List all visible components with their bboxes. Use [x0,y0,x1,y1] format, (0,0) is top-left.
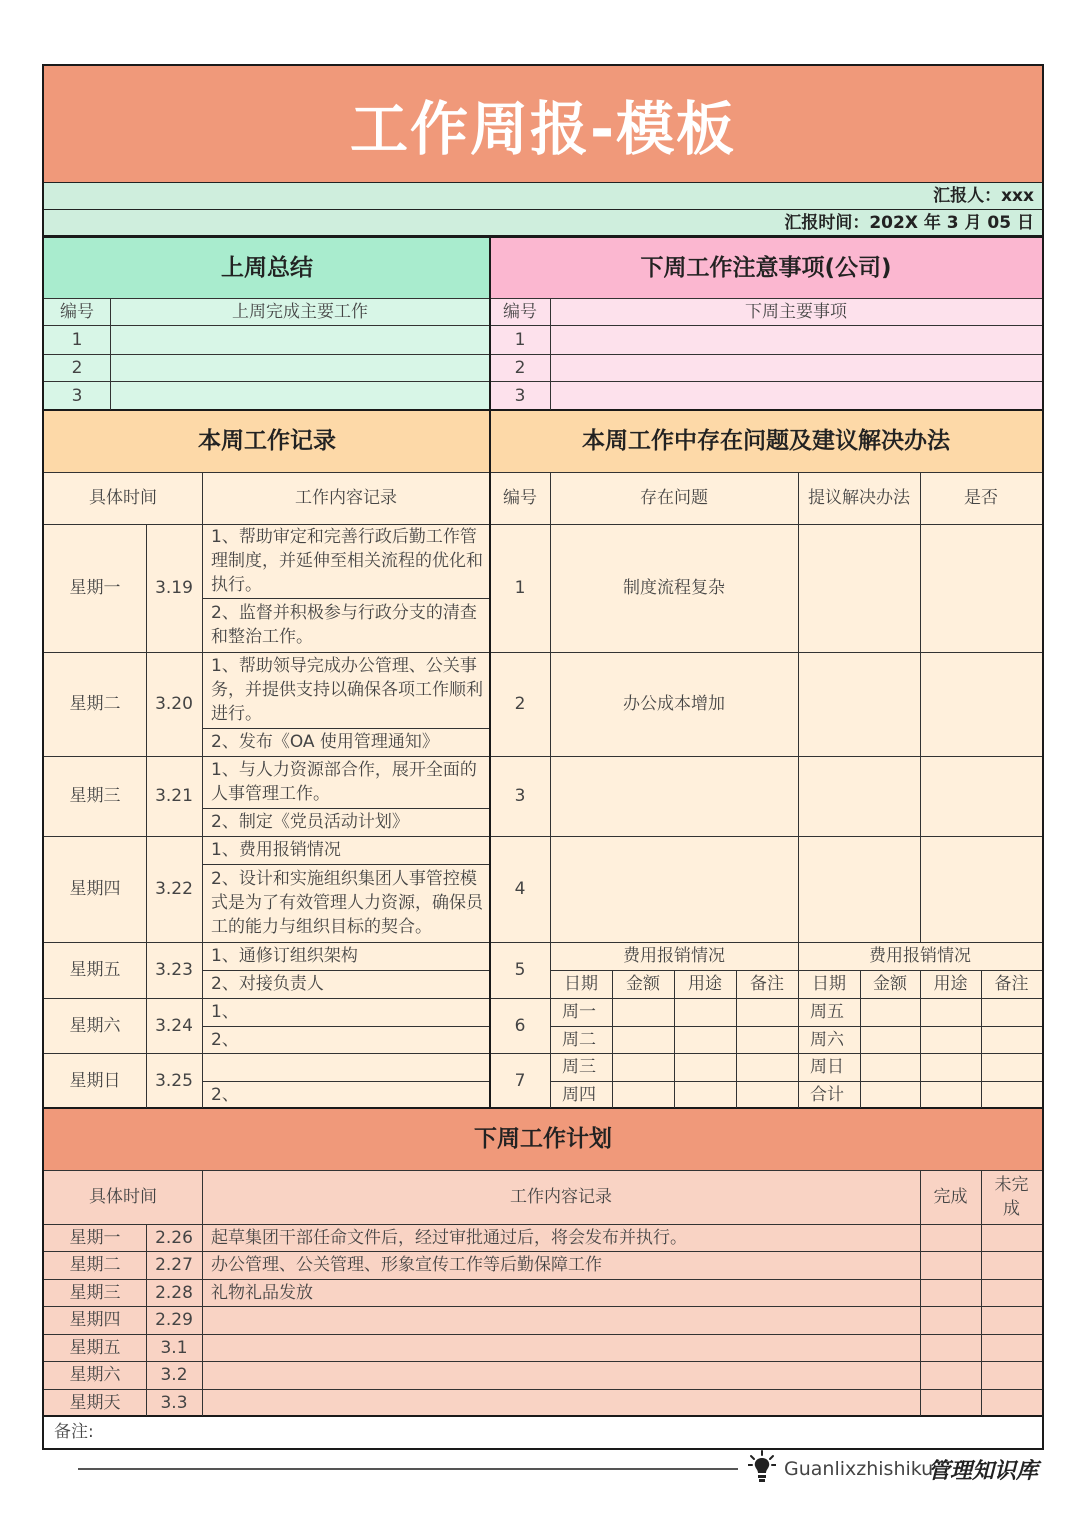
expense-col: 用途 [688,974,722,994]
reporter-line: 汇报人：xxx [44,182,1042,209]
plan-col-time: 具体时间 [89,1187,157,1207]
issues-col-yesno: 是否 [964,488,998,508]
grid-line [146,524,147,1108]
record-date: 3.20 [155,694,193,714]
plan-date: 3.3 [160,1392,188,1413]
grid-line [612,970,613,1108]
footer-brand-en: Guanlixzhishiku [784,1458,934,1480]
grid-line [110,298,111,410]
record-item [202,1053,490,1081]
record-day: 星期五 [69,960,121,980]
expense-col: 日期 [812,974,846,994]
grid-line [44,472,1042,473]
expense-day: 周五 [810,1002,844,1022]
record-date: 3.19 [155,578,193,598]
expense-day: 周三 [562,1057,596,1077]
grid-line [920,970,921,1108]
next-plan-heading: 下周工作计划 [44,1108,1042,1170]
issue-no: 3 [514,786,526,806]
plan-date: 3.1 [160,1337,188,1358]
issue-text: 制度流程复杂 [623,578,725,598]
grid-line [44,652,1042,653]
record-item: 2、监督并积极参与行政分支的清查和整治工作。 [211,603,477,647]
grid-line [44,298,1042,299]
plan-day: 星期一 [69,1227,121,1248]
grid-line [44,998,1042,999]
record-item: 1、 [211,1002,239,1022]
grid-line [736,970,737,1108]
record-item: 2、对接负责人 [211,974,324,994]
record-day: 星期六 [69,1015,121,1036]
grid-line [44,325,1042,326]
plan-day: 星期天 [69,1392,121,1413]
grid-line [202,728,490,729]
record-item: 2、发布《OA 使用管理通知》 [211,732,439,752]
grid-line [202,1026,490,1027]
plan-date: 2.29 [155,1310,193,1330]
record-date: 3.23 [155,960,193,980]
grid-line [202,808,490,809]
next-notes-col-no: 编号 [490,298,550,325]
report-time-line: 汇报时间：202X 年 3 月 05 日 [44,209,1042,236]
expense-day: 周四 [562,1084,596,1105]
next-notes-item-cells [550,325,1042,410]
record-item: 2、 [211,1084,239,1105]
grid-line [44,1334,1042,1335]
issues-col-solution: 提议解决办法 [808,488,910,508]
record-item: 2、制定《党员活动计划》 [211,812,409,832]
expense-day: 周二 [562,1029,596,1050]
issue-no: 4 [514,879,526,899]
grid-line [44,1251,1042,1252]
grid-line [550,1081,1042,1082]
grid-line [920,1170,921,1416]
expense-day: 合计 [810,1084,844,1105]
grid-line [798,472,799,1108]
record-item: 2、 [211,1029,239,1050]
record-day: 星期四 [69,879,121,899]
record-item: 1、帮助领导完成办公管理、公关事务，并提供支持以确保各项工作顺利进行。 [211,656,483,724]
plan-date: 2.26 [155,1227,193,1248]
grid-line [202,864,490,865]
grid-line [202,1170,203,1416]
grid-line [44,836,1042,837]
record-date: 3.21 [155,786,193,806]
last-week-work-cells [110,325,490,410]
issue-text: 办公成本增加 [623,694,725,714]
footer-brand-cn: 管理知识库 [928,1458,1039,1484]
record-item: 1、与人力资源部合作，展开全面的人事管理工作。 [211,760,477,804]
grid-line [44,1389,1042,1390]
record-col-time: 具体时间 [89,488,157,508]
grid-line [44,756,1042,757]
footer-rule [78,1468,738,1470]
record-day: 星期一 [69,578,121,598]
grid-line [550,472,551,1108]
issue-no: 6 [514,1015,526,1036]
grid-line [44,942,1042,943]
last-week-col-no: 编号 [44,298,110,325]
grid-line [44,524,1042,525]
lightbulb-icon [748,1450,776,1484]
record-date: 3.25 [155,1070,193,1091]
plan-day: 星期六 [69,1365,121,1385]
grid-line [44,409,1042,411]
grid-line [44,381,1042,382]
grid-line [550,1026,1042,1027]
issue-no: 1 [514,578,526,598]
record-day: 星期二 [69,694,121,714]
next-notes-row-no: 1 [490,325,550,354]
page-title: 工作周报-模板 [44,66,1042,182]
last-week-col-work: 上周完成主要工作 [110,298,490,325]
issues-heading: 本周工作中存在问题及建议解决办法 [490,410,1042,472]
issue-no: 7 [514,1070,526,1091]
expense-col: 金额 [626,974,660,994]
last-week-heading: 上周总结 [44,236,490,298]
record-date: 3.24 [155,1015,193,1036]
record-date: 3.22 [155,879,193,899]
grid-line [981,1170,982,1416]
plan-date: 2.28 [155,1282,193,1303]
last-week-row-no: 2 [44,354,110,381]
expense-title: 费用报销情况 [623,946,725,966]
plan-date: 3.2 [160,1365,188,1385]
grid-line [44,1361,1042,1362]
issues-col-issue: 存在问题 [640,488,708,508]
grid-line [146,1224,147,1416]
plan-content: 办公管理、公关管理、形象宣传工作等后勤保障工作 [211,1255,602,1275]
record-day: 星期日 [69,1070,121,1091]
grid-line [44,1053,1042,1054]
grid-line [44,1107,1042,1109]
expense-col: 备注 [994,974,1029,994]
plan-content: 起草集团干部任命文件后，经过审批通过后，将会发布并执行。 [211,1227,687,1248]
expense-col: 备注 [750,974,784,994]
grid-line [550,970,1042,971]
plan-content: 礼物礼品发放 [211,1282,313,1303]
plan-day: 星期二 [69,1255,121,1275]
expense-col: 金额 [873,974,907,994]
grid-line [44,1279,1042,1280]
record-item: 1、帮助审定和完善行政后勤工作管理制度，并延伸至相关流程的优化和执行。 [211,527,483,595]
plan-date: 2.27 [155,1255,193,1275]
record-day: 星期三 [69,786,121,806]
last-week-row-no: 1 [44,325,110,354]
record-item: 1、费用报销情况 [211,840,341,860]
record-item: 2、设计和实施组织集团人事管控模式是为了有效管理人力资源，确保员工的能力与组织目标的契合。 [211,869,483,937]
grid-line [489,236,491,1108]
plan-col-done: 完成 [933,1187,968,1207]
grid-line [202,1081,490,1082]
plan-day: 星期五 [69,1337,121,1358]
expense-day: 周一 [562,1002,596,1022]
issue-no: 2 [514,694,526,714]
next-notes-col-item: 下周主要事项 [550,298,1042,325]
grid-line [550,298,551,410]
grid-line [920,472,921,942]
plan-day: 星期三 [69,1282,121,1303]
week-record-heading: 本周工作记录 [44,410,490,472]
next-notes-row-no: 3 [490,381,550,410]
next-notes-heading: 下周工作注意事项(公司) [490,236,1042,298]
grid-line [202,472,203,1108]
grid-line [981,970,982,1108]
grid-line [44,1415,1042,1417]
last-week-row-no: 3 [44,381,110,410]
grid-line [44,235,1042,237]
plan-col-content: 工作内容记录 [510,1187,612,1207]
grid-line [44,1306,1042,1307]
record-col-content: 工作内容记录 [295,488,397,508]
expense-day: 周日 [810,1057,844,1077]
plan-day: 星期四 [69,1310,121,1330]
issue-no: 5 [514,960,526,980]
issues-col-no: 编号 [503,488,537,508]
grid-line [202,598,490,599]
next-notes-row-no: 2 [490,354,550,381]
grid-line [674,970,675,1108]
expense-title: 费用报销情况 [869,946,971,966]
grid-line [44,1224,1042,1225]
grid-line [860,970,861,1108]
plan-col-undone: 未完成 [994,1175,1029,1219]
weekly-report-sheet [42,64,1044,1450]
record-item: 1、通修订组织架构 [211,946,358,966]
grid-line [202,970,490,971]
expense-col: 日期 [564,974,598,994]
expense-day: 周六 [810,1029,844,1050]
expense-col: 用途 [933,974,968,994]
grid-line [44,1170,1042,1171]
remark-label: 备注: [54,1422,94,1442]
grid-line [44,354,1042,355]
